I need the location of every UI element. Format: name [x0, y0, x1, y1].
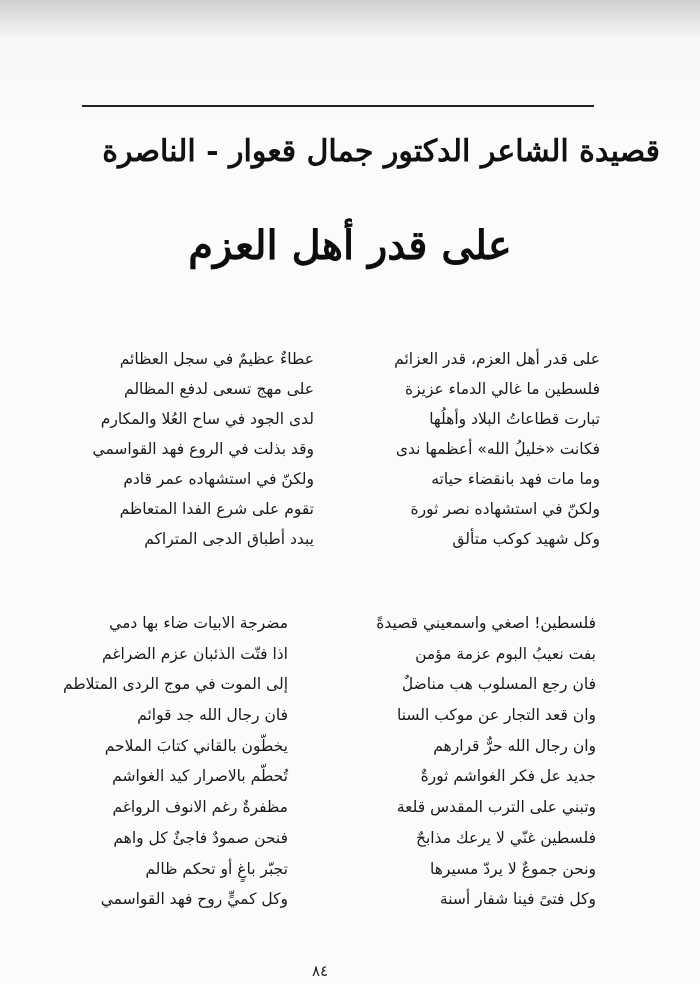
verse-line: تبارت قطاعاتُ البلاد وأهلُها	[429, 410, 600, 428]
verse-line: اذا فتّت الذئبان عزم الضراغم	[102, 644, 288, 663]
top-divider-line	[82, 105, 594, 107]
stanza1-left-column	[64, 344, 314, 554]
page-number: ٨٤	[311, 962, 329, 980]
verse-line: جديد عل فكر الغواشم ثورةٌ	[420, 767, 596, 786]
verse-line: مضرجة الابيات ضاء بها دمي	[109, 614, 288, 632]
verse-line: فان رجع المسلوب هب مناضلٌ	[401, 675, 596, 694]
verse-line: يبدد أطباق الدجى المتراكم	[144, 530, 314, 548]
verse-line: وان رجال الله حرٌّ قرارهم	[433, 736, 596, 755]
verse-line: وكل كميٍّ روح فهد القواسمي	[100, 890, 288, 909]
verse-line: وان قعد التجار عن موكب السنا	[397, 706, 596, 725]
verse-line: تقوم على شرع الفدا المتعاظم	[119, 500, 314, 518]
poem-title: على قدر أهل العزم	[188, 222, 512, 269]
verse-line: بفت نعيبُ البوم عزمة مؤمن	[415, 644, 596, 663]
verse-line: وكل فتىً فينا شفار أسنة	[439, 890, 596, 909]
verse-line: فان رجال الله جد قوائم	[137, 706, 288, 725]
verse-line: وقد بذلت في الروع فهد القواسمي	[92, 440, 314, 458]
verse-line: لدى الجود في ساح العُلا والمكارم	[100, 410, 314, 428]
verse-line: ولكنّ في استشهاده عمر قادم	[123, 470, 314, 488]
stanza2-left-column	[48, 608, 288, 915]
verse-line: مظفرةٌ رغم الانوف الرواغم	[112, 798, 288, 817]
verse-line: عطاءٌ عظيمٌ في سجل العظائم	[119, 350, 314, 368]
stanza2-right-column	[356, 608, 596, 915]
verse-line: على قدر أهل العزم، قدر العزائم	[394, 350, 600, 368]
verse-line: ولكنّ في استشهاده نصر ثورة	[410, 500, 600, 518]
verse-line: فكانت «خليلُ الله» أعظمها ندى	[395, 440, 600, 458]
verse-line: وتبني على الترب المقدس قلعة	[396, 798, 596, 817]
poem-subtitle: قصيدة الشاعر الدكتور جمال قعوار - الناصرة	[102, 134, 660, 169]
verse-line: تُحطّم بالاصرار كيد الغواشم	[112, 767, 288, 786]
verse-line: وما مات فهد بانقضاء حياته	[431, 470, 600, 488]
verse-line: فلسطين! اصغي واسمعيني قصيدةً	[376, 614, 596, 632]
verse-line: ونحن جموعٌ لا يردّ مسيرها	[430, 859, 596, 878]
verse-line: تجبّر باغٍ أو تحكم ظالم	[145, 859, 288, 878]
verse-line: وكل شهيد كوكب متألق	[452, 530, 600, 548]
verse-line: فلسطين غنّي لا يرعك مذابحٌ	[415, 828, 596, 847]
verse-line: على مهج تسعى لدفع المظالم	[124, 380, 314, 398]
verse-line: فلسطين ما غالي الدماء عزيزة	[404, 380, 600, 398]
verse-line: فنحن صمودٌ فاجئٌ كل واهم	[113, 828, 288, 847]
stanza1-right-column	[360, 344, 600, 554]
verse-line: إلى الموت في موج الردى المتلاطم	[63, 675, 288, 694]
verse-line: يخطّون بالقاني كتابَ الملاحم	[104, 736, 288, 755]
